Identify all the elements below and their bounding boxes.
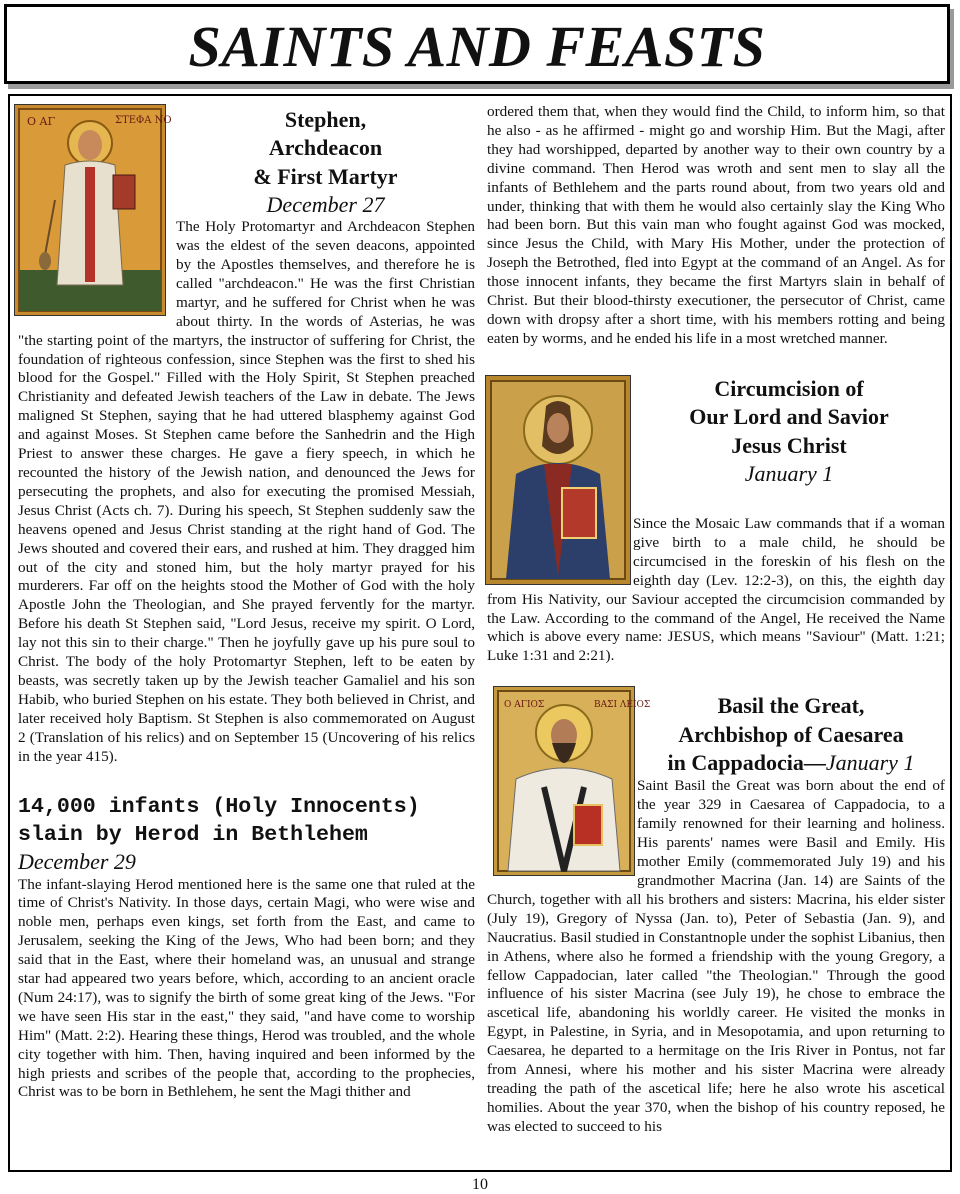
basil-body: Saint Basil the Great was born about the end of the year 329 in Caesarea of Cappadocia, to a family renowned for their learning and holiness. His parents' names were Basil and Emily. His mother Emily (commemorated July 19) and his grandmother Macrina (Jan. 14) are Saints of the Church, together with all his brothers and sisters: Macrina, his elder sister (July 19), Gregory of Nyssa (Jan. to), Peter of Sebastia (Jan. 9), and Naucratius. Basil studied in Constantnople under the sophist Libanius, then in Athens, where also he formed a friendship with the young Gregory, a fellow Cappadocian, later called "the Theologian." Through the good influence of his sister Macrina (see July 19), he chose to embrace the ascetical life, abandoning his worldly career. He visited the monks in Egypt, in Palestine, in Syria, and in Mesopotamia, and upon returning to Caesarea, he departed to a hermitage on the Iris River in Pontus, not far from Annesi, where his mother and his sister Macrina were already treading the path of the ascetical life; here he also wrote his ascetical homilies. About the year 370, when the bishop of his country reposed, he was elected to succeed to his xyxy=(487,777,945,1135)
circumcision-body: Since the Mosaic Law commands that if a woman give birth to a male child, he should be circumcised in the foreskin of his flesh on the eighth day (Lev. 12:2-3), on this, the eighth day from His Nativity, our Saviour accepted the circumcision commanded by the Law. According to the command of the Angel, He received the Name which is above every name: JESUS, which means "Saviour" (Matt. 1:21; Luke 1:31 and 2:21). xyxy=(487,515,945,665)
stephen-icon-image xyxy=(14,104,172,316)
basil-icon-image xyxy=(493,686,651,876)
innocents-body-continued: ordered them that, when they would find the Child, to inform him, so that he also - as he affirmed - might go and worship Him. But the Magi, after they had worshipped, departed by another way to their own country by a divine command. Then Herod was wroth and sent men to slay all the infants of Bethlehem and the parts round about, from two years old and under, thinking that with them he would also certainly slay the King Who had been born. But this vain man who fought against God was mocked, since Jesus the Child, with Mary His Mother, under the protection of Joseph the Betrothed, fled into Egypt at the command of an Angel. As for those innocent infants, they became the first Martyrs slain in behalf of Christ. But their blood-thirsty executioner, the persecutor of Christ, came down with dropsy after a short time, with his members rotting and being eaten by worms, and he ended his life in a most wretched manner. xyxy=(487,103,945,347)
stephen-body: The Holy Protomartyr and Archdeacon Stephen was the eldest of the seven deacons, appointed by the Apostles themselves, and therefore he is called "archdeacon." He was the first Christian martyr, and he suffered for Christ when he was about thirty. In the words of Asterias, he was "the starting point of the martyrs, the instructor of suffering for Christ, the foundation of righteous confession, since Stephen was the first to shed his blood for the Gospel." Filled with the Holy Spirit, St Stephen preached Christianity and defeated Jewish teachers of the Law in debate. The Jews maligned St Stephen, saying that he had uttered blasphemy against God and against Moses. St Stephen came before the Sanhedrin and the High Priest to answer these charges. He gave a fiery speech, in which he recounted the history of the Jewish nation, and denounced the Jews for persecuting the prophets, and also for executing the promised Messiah, Jesus Christ (Acts ch. 7). During his speech, St Stephen suddenly saw the heavens opened and Jesus Christ standing at the right hand of God. The Jews shouted and covered their ears, and rushed at him. They dragged him out of the city and stoned him, but the holy martyr prayed for his murderers. Far off on the heights stood the Mother of God with the holy Apostle John the Theologian, and She prayed fervently for the martyr. Before his death St Stephen said, "Lord Jesus, receive my spirit. O Lord, lay not this sin to their charge." Then he joyfully gave up his pure soul to Christ. The body of the holy Protomartyr Stephen, left to be eaten by beasts, was secretly taken up by the Jewish teacher Gamaliel and his son Habib, who buried Stephen on his estate. They both believed in Christ, and later received holy Baptism. St Stephen is also commemorated on August 2 (Translation of his relics) and on September 15 (Uncovering of his relics in the year 415). xyxy=(18,218,475,765)
left-column xyxy=(18,106,475,1102)
stephen-icon-label-right: ΣΤΕΦΑ ΝΟ xyxy=(115,115,172,126)
stephen-icon-label-left: Ο ΑΓ xyxy=(27,115,56,128)
innocents-date: December 29 xyxy=(18,848,136,874)
basil-icon-label-right: ΒΑΣΙ ΛΕΙΟΣ xyxy=(594,700,651,711)
page-title: SAINTS AND FEASTS xyxy=(188,14,766,79)
stephen-title: Stephen, Archdeacon & First Martyr xyxy=(253,107,398,189)
basil-icon-label-left: Ο ΑΓΙΟΣ xyxy=(504,700,545,711)
circumcision-date: January 1 xyxy=(744,461,834,486)
page-number: 10 xyxy=(472,1176,488,1193)
innocents-title: 14,000 infants (Holy Innocents) slain by Herod in Bethlehem xyxy=(18,794,420,847)
right-column xyxy=(487,103,945,1137)
circumcision-title: Circumcision of Our Lord and Savior Jesus Christ xyxy=(689,375,889,458)
circumcision-section xyxy=(487,375,945,666)
stephen-date: December 27 xyxy=(266,192,385,218)
innocents-body: The infant-slaying Herod mentioned here is the same one that ruled at the time of Christ's Nativity. In those days, certain Magi, who were wise and noble men, perhaps even kings, set forth from the East, and came to Jerusalem, seeking the King of the Jews, Who had been born; and they said that in the East, where their homeland was, an unusual and strange star had appeared two years before, which, according to an ancient oracle (Num 24:17), was to signify the birth of some great king of the Jews. "For we have seen His star in the east," they said, "and have come to worship Him" (Matt. 2:2). Hearing these things, Herod was troubled, and the whole city together with him. Then, having inquired and been informed by the high priests and scribes of the people that, according to the prophecies, Christ was to be born in Bethlehem, he sent the Magi thither and xyxy=(18,875,475,1101)
header-banner xyxy=(4,4,950,84)
basil-section xyxy=(487,692,945,1136)
basil-date: January 1 xyxy=(825,750,915,776)
basil-title: Basil the Great, Archbishop of Caesarea in Cappadocia—January 1 xyxy=(667,693,915,776)
christ-icon-image xyxy=(485,375,631,585)
